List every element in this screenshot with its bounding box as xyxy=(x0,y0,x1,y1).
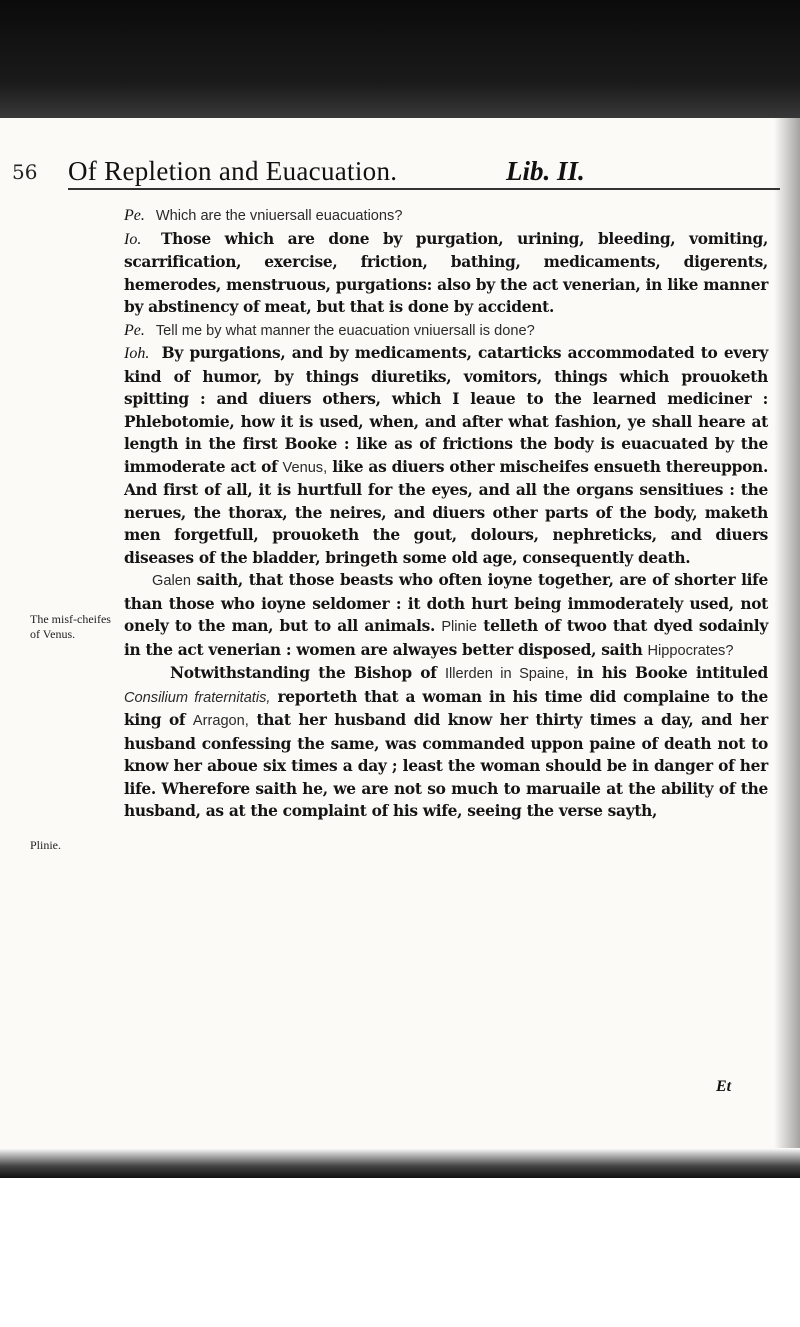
place-illerden: Illerden in Spaine, xyxy=(444,666,569,682)
answer-text: By purgations, and by medicaments, catarticks accommodated to every kind of humor, by things diuretiks, vomitors, things which prouoketh spitting : and diuers others, which I leaue to the learned mediciner : Phlebotomie, how it is used, when, and after what fashion, ye shall heare at length in the first Booke : like as of frictions the body is euacuated by the immoderate act of xyxy=(124,344,768,476)
speaker-label: Io. xyxy=(124,230,142,248)
paragraph-answer-1 xyxy=(124,228,768,319)
paragraph-bishop xyxy=(124,662,768,823)
running-title: Of Repletion and Euacuation. xyxy=(68,156,398,186)
name-venus: Venus, xyxy=(282,459,328,476)
margin-note-plinie: Plinie. xyxy=(30,838,62,852)
margin-note-venus: The misf-cheifes of Venus. xyxy=(30,612,111,641)
name-hippocrates: Hippocrates? xyxy=(647,642,734,659)
body-text xyxy=(124,204,768,823)
speaker-label: Ioh. xyxy=(124,345,150,362)
galen-text: saith, that those beasts who often ioyne together, are of shorter life than those who ioyne seldomer : it doth hurt being immoderately used, not onely to the man, but to all animals. xyxy=(124,571,768,635)
bishop-text-2: in his Booke intituled xyxy=(576,664,768,682)
question-text: Which are the vniuersall euacuations? xyxy=(155,208,403,224)
gutter-shadow xyxy=(774,118,800,1163)
bishop-text-3: reporteth that a woman in his time did complaine to the king of xyxy=(124,687,768,729)
scan-bottom-shadow xyxy=(0,1148,800,1178)
answer-text-continued: like as diuers other mischeifes ensueth thereuppon. And first of all, it is hurtfull for the eyes, and all the organs sensitiues : the nerues, the thorax, the neires, and diuers other parts of the body, maketh men forgetfull, prouoketh the gout, dolours, nephreticks, and diuers diseases of the bladder, bringeth some old age, consequently death. xyxy=(124,457,768,567)
question-text: Tell me by what manner the euacuation vniuersall is done? xyxy=(155,322,535,339)
paragraph-question-1 xyxy=(124,204,768,228)
book-reference: Lib. II. xyxy=(506,156,585,186)
speaker-label: Pe. xyxy=(124,207,145,224)
paragraph-answer-2 xyxy=(124,342,768,569)
name-galen: Galen xyxy=(152,573,191,589)
book-title-consilium: Consilium fraternitatis, xyxy=(124,689,271,706)
place-arragon: Arragon, xyxy=(192,713,249,729)
page-number: 56 xyxy=(12,160,38,184)
name-plinie: Plinie xyxy=(441,619,478,635)
paragraph-question-2 xyxy=(124,319,768,343)
paragraph-galen xyxy=(124,569,768,662)
speaker-label: Pe. xyxy=(124,321,145,339)
bishop-text: Notwithstanding the Bishop of xyxy=(170,664,437,682)
header-rule xyxy=(68,188,780,190)
catchword: Et xyxy=(716,1078,732,1095)
page-header xyxy=(10,150,770,194)
bishop-text-4: that her husband did know her thirty times a day, and her husband confessing the same, was commanded uppon paine of death not to know her aboue six times a day ; least the woman should be in danger of her life. Wherefore saith he, we are not so much to maruaile at the ability of the husband, as at the complaint of his wife, seeing the verse sayth, xyxy=(124,711,768,820)
answer-text: Those which are done by purgation, urining, bleeding, vomiting, scarrification, exercise, friction, bathing, medicaments, digerents, hemerodes, menstruous, purgations: also by the act venerian, in like manner by abstinency of meat, but that is done by accident. xyxy=(124,229,769,316)
plinie-text: telleth of twoo that dyed sodainly in the act venerian : women are alwayes better disposed, saith xyxy=(124,617,768,659)
